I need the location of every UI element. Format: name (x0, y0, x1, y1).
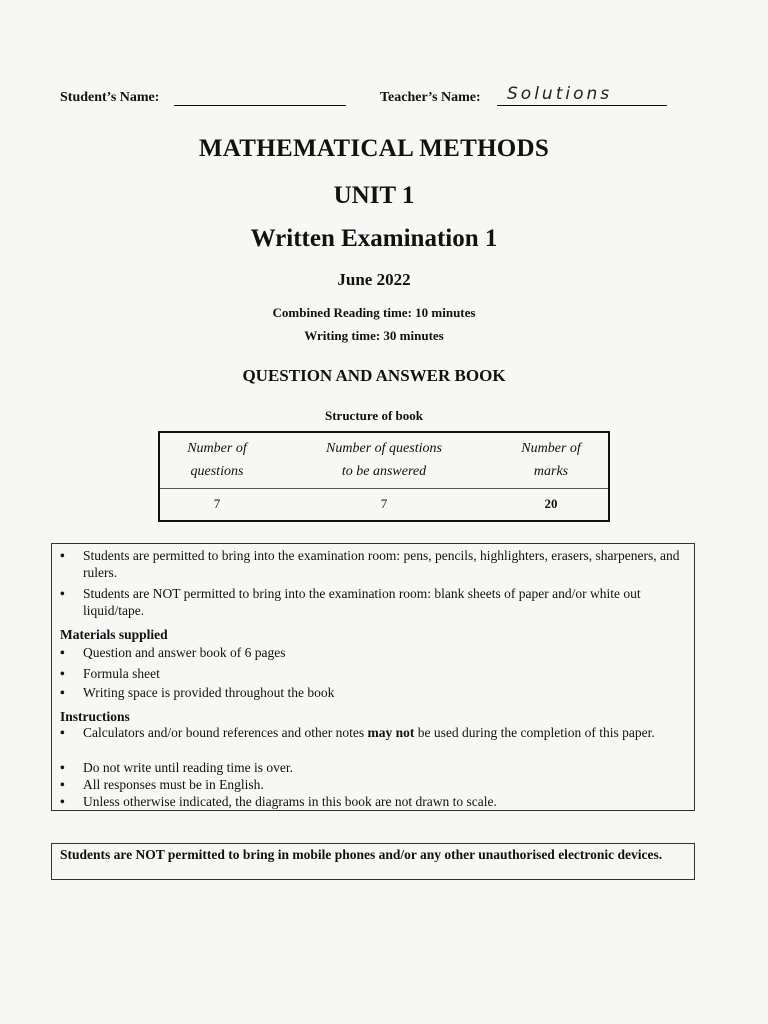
structure-heading: Structure of book (325, 408, 423, 423)
bullet-icon: • (60, 586, 65, 601)
table-header-row (159, 432, 609, 489)
header-number-of-questions: Number of questions (159, 432, 274, 489)
header-questions-to-answer: Number of questions to be answered (274, 432, 494, 489)
bullet-icon: • (60, 548, 65, 563)
student-name-label: Student’s Name: (60, 90, 160, 105)
table-row (159, 489, 609, 521)
bullet-icon: • (60, 760, 65, 775)
reading-time: Combined Reading time: 10 minutes (272, 305, 476, 320)
teacher-name-value: Solutions (507, 84, 613, 104)
bullet-icon: • (60, 685, 65, 700)
bullet-icon: • (60, 794, 65, 809)
value-number-of-marks: 20 (544, 495, 558, 511)
subject-title: MATHEMATICAL METHODS (198, 135, 550, 162)
instructions-heading: Instructions (60, 709, 130, 724)
bullet-icon: • (60, 777, 65, 792)
list-item: • Question and answer book of 6 pages (60, 645, 286, 660)
list-item: • Unless otherwise indicated, the diagrams in this book are not drawn to scale. (60, 794, 497, 809)
list-item: • Formula sheet (60, 666, 160, 681)
list-item: • Students are permitted to bring into the examination room: pens, pencils, highlighters, erasers, sharpeners, and rulers. (60, 548, 680, 580)
exam-date: June 2022 (337, 270, 411, 289)
name-fields (60, 84, 680, 114)
list-item: • Calculators and/or bound references and other notes may not be used during the completion of this paper. (60, 725, 655, 740)
list-item: • Do not write until reading time is over. (60, 760, 293, 775)
value-number-of-questions: 7 (213, 495, 221, 511)
devices-warning: Students are NOT permitted to bring in mobile phones and/or any other unauthorised electronic devices. (51, 843, 695, 880)
bullet-icon: • (60, 645, 65, 660)
writing-time: Writing time: 30 minutes (304, 328, 444, 343)
bullet-icon: • (60, 725, 65, 740)
instructions-box (51, 543, 695, 811)
list-item: • Students are NOT permitted to bring into the examination room: blank sheets of paper and/or white out liquid/tape. (60, 586, 641, 618)
teacher-name-field[interactable] (497, 105, 667, 106)
unit-title: UNIT 1 (333, 182, 415, 209)
list-item: • Writing space is provided throughout the book (60, 685, 335, 700)
structure-table (158, 431, 610, 522)
book-title: QUESTION AND ANSWER BOOK (242, 366, 506, 385)
bullet-icon: • (60, 666, 65, 681)
value-questions-to-answer: 7 (380, 495, 388, 511)
header-number-of-marks: Number of marks (494, 432, 609, 489)
materials-heading: Materials supplied (60, 627, 168, 642)
student-name-field[interactable] (174, 105, 346, 106)
exam-title: Written Examination 1 (250, 225, 498, 252)
list-item: • All responses must be in English. (60, 777, 264, 792)
teacher-name-label: Teacher’s Name: (380, 90, 481, 105)
